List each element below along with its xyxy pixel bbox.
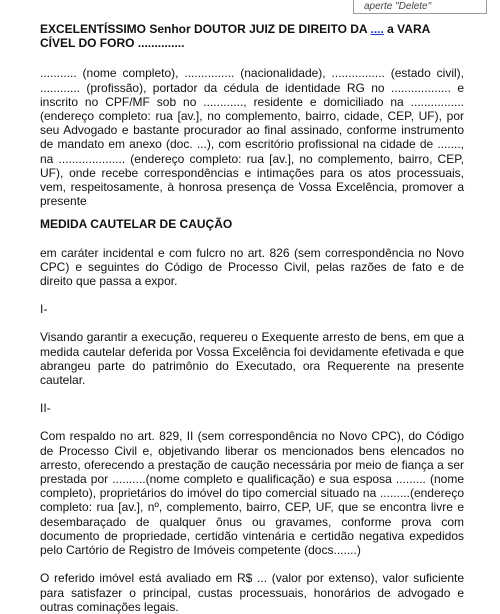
section-marker-1: I- [40, 302, 48, 317]
paragraph-basis: em caráter incidental e com fulcro no art. 826 (sem correspondência no Novo CPC) e seguintes do Código de Processo Civil, pelas razões de fato e de direito que passa a expor. [40, 245, 464, 289]
petition-heading [40, 22, 464, 50]
document-title: MEDIDA CAUTELAR DE CAUÇÃO [40, 217, 233, 232]
section-marker-2: II- [40, 401, 51, 416]
delete-hint-tooltip: aperte "Delete" [353, 0, 487, 14]
heading-text-end: a VARA CÍVEL DO FORO .............. [40, 22, 430, 51]
document-body [40, 22, 464, 614]
intro-paragraph: ........... (nome completo), ............... (nacionalidade), ................ (estado civil), ............ (profissão), portador da cédula de identidade RG no .................. e inscrito no CPF/MF sob no ............, residente e domiciliado na ................ (endereço completo: rua [av.], no complemento, bairro, cidade, CEP, UF), por seu Advogado e bastante procurador ao final assinado, conforme instrumento de mandato em anexo (doc. ...), com escritório profissional na cidade de ......., na .................... (endereço completo: rua [av.], no complemento, bairro, CEP, UF), onde recebe correspondências e intimações para os atos processuais, vem, respeitosamente, à honrosa presença de Vossa Excelência, promover a presente [40, 66, 464, 209]
paragraph-facts: Visando garantir a execução, requereu o Exequente arresto de bens, em que a medida cautelar deferida por Vossa Excelência foi devidamente efetivada e que abrangeu parte do patrimônio do Executado, ora Requerente na presente cautelar. [40, 330, 464, 388]
heading-text-start: EXCELENTÍSSIMO Senhor DOUTOR JUIZ DE DIREITO DA [40, 22, 371, 36]
paragraph-guarantee: Com respaldo no art. 829, II (sem correspondência no Novo CPC), do Código de Processo Civil e, objetivando liberar os mencionados bens elencados no arresto, oferecendo a prestação de caução necessária por meio de fiança a ser prestada por ..........(nome completo e qualificação) e sua esposa ......... (nome completo), proprietários do imóvel do tipo comercial situado na .........(endereço completo: rua [av.], nº, complemento, bairro, CEP, UF, que se encontra livre e desembaraçado de qualquer ônus ou gravames, conforme prova com documento de propriedade, certidão vintenária e certidão negativa expedidos pelo Cartório de Registro de Imóveis competente (docs.......) [40, 429, 464, 558]
paragraph-valuation: O referido imóvel está avaliado em R$ ... (valor por extenso), valor suficiente para satisfazer o principal, custas processuais, honorários de advogado e outras cominações legais. [40, 571, 464, 614]
heading-blank-field[interactable]: .... [370, 22, 384, 36]
